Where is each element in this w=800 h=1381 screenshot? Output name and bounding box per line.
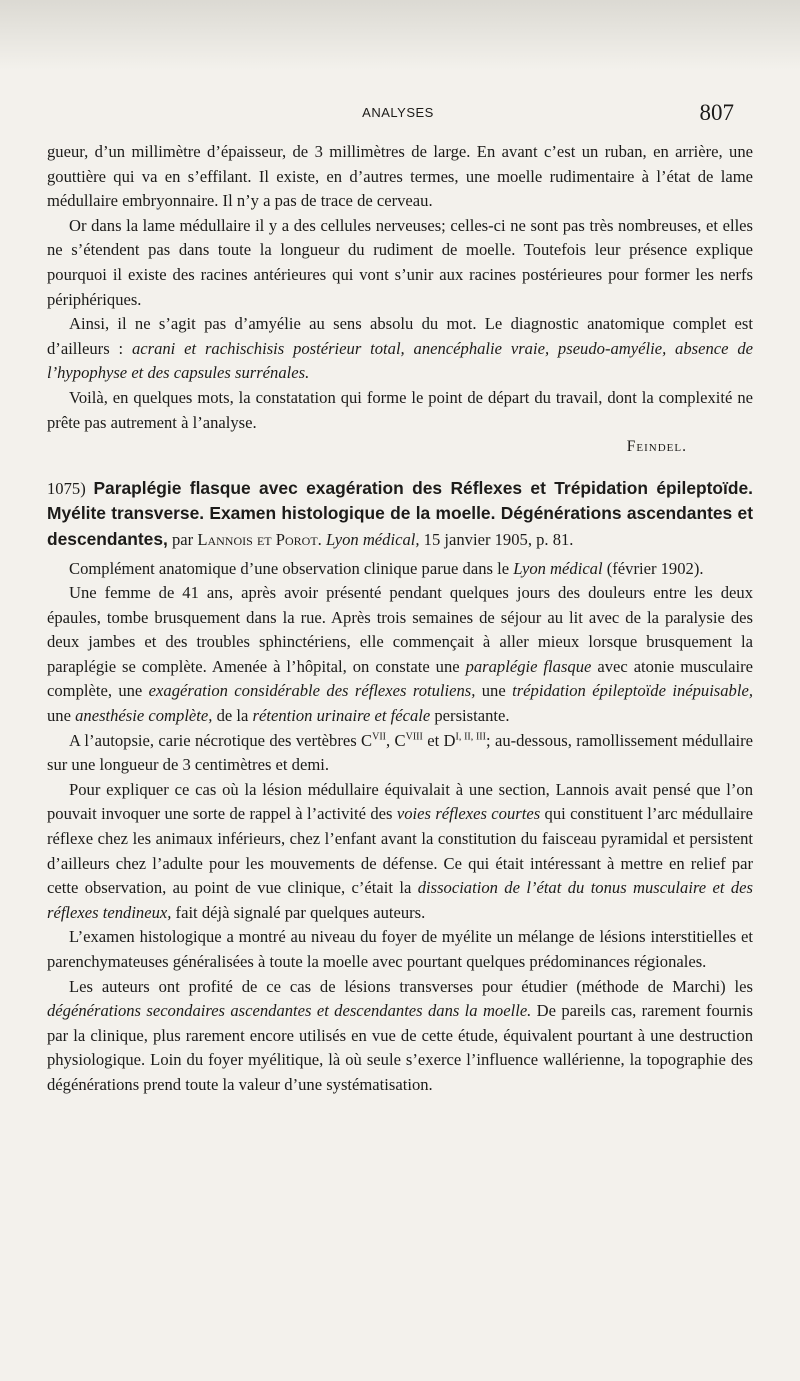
superscript: I, II, III <box>455 731 486 743</box>
paragraph-histology: L’examen histologique a montré au niveau du foyer de myélite un mélange de lésions interstitielles et parenchymateuses généralisées à toute la moelle avec pourtant quelques prédominances régionales. <box>47 927 753 971</box>
text-run: de la <box>212 706 253 726</box>
italic-run: anesthésie complète, <box>75 706 213 726</box>
text-run: , C <box>386 730 406 750</box>
continued-paragraph: gueur, d’un millimètre d’épaisseur, de 3 millimètres de large. En avant c’est un ruban, en arrière, une gouttière qui va en s’effilant. Il existe, en d’autres termes, une moelle rudimentaire à l’état de lame médullaire embryonnaire. Il n’y a pas de trace de cerveau. <box>47 142 753 211</box>
text-run: et D <box>422 730 456 750</box>
text-run: qui constituent l’arc médullaire réflexe chez les animaux inférieurs, chez l’enfant avant la constitution du faisceau pyramidal et persistent d’ailleurs chez l’adulte pour les mouvements de défense. Ce qui était intéressant à mettre en relief par cette observation, au point de vue clinique, c’était la <box>47 804 753 898</box>
text-run: Une femme de 41 ans, après avoir présenté pendant quelques jours des douleurs entre les deux épaules, tombe brusquement dans la rue. Après trois semaines de séjour au lit avec de la paralysie des deux jambes et des troubles sphinctériens, elle commençait à aller mieux lorsque brusquement la paraplégie se complète. Amenée à l’hôpital, on constate une <box>47 583 753 676</box>
entry-by: par <box>171 529 194 549</box>
paragraph-diagnosis <box>47 312 753 386</box>
italic-run: voies réflexes courtes <box>396 804 541 824</box>
text-run: ; au-dessous, ramollissement médullaire sur une longueur de 3 centimètres et demi. <box>47 730 753 775</box>
paragraph-cells: Or dans la lame médullaire il y a des cellules nerveuses; celles-ci ne sont pas très nombreuses, et elles ne s’étendent pas dans toute la longueur du rudiment de moelle. Toutefois leur présence explique pourquoi il existe des racines antérieures qui vont s’unir aux racines postérieures pour former les nerfs périphériques. <box>47 215 753 309</box>
entry-date-page: 15 janvier 1905, p. 81. <box>423 529 574 549</box>
abstract-entry-1075 <box>47 476 753 1098</box>
diagnosis-text: Ainsi, il ne s’agit pas d’amyélie au sens absolu du mot. Le diagnostic anatomique complet est d’ailleurs : <box>47 314 753 358</box>
entry-authors: Lannois et Porot. <box>197 529 322 549</box>
running-head <box>48 100 748 130</box>
paragraph-conclusion: Voilà, en quelques mots, la constatation qui forme le point de départ du travail, dont la complexité ne prête pas autrement à l’analyse. <box>47 387 753 432</box>
text-run: Les auteurs ont profité de ce cas de lésions transverses pour étudier (méthode de Marchi) les <box>69 976 753 996</box>
paragraph-explanation <box>47 778 753 926</box>
text-run: (février 1902). <box>602 558 704 578</box>
italic-run: rétention urinaire et fécale <box>252 706 431 726</box>
text-run: De pareils cas, rarement fournis par la clinique, plus rarement encore utilisés en vue de cette étude, équivalent pourtant à une destruction physiologique. Loin du foyer myélitique, là où seule s’exerce l’influence wallérienne, la topographie des dégénérations prend toute la valeur d’une systématisation. <box>47 1001 753 1094</box>
running-title: ANALYSES <box>362 105 434 120</box>
paragraph-complement <box>47 557 753 582</box>
entry-number: 1075) <box>47 478 86 498</box>
page-number: 807 <box>699 100 734 125</box>
text-run: une <box>475 681 513 701</box>
text-run: Pour expliquer ce cas où la lésion médullaire équivalait à une section, Lannois avait pensé que l’on pouvait invoquer une sorte de rappel à l’activité des <box>47 779 753 824</box>
entry-title: Paraplégie flasque avec exagération des Réflexes et Trépidation épileptoïde. Myélite transverse. Examen histologique de la moelle. Dégénérations ascendantes et descendantes, <box>47 477 754 549</box>
superscript: VII <box>372 731 387 743</box>
italic-run: dégénérations secondaires ascendantes et descendantes dans la moelle. <box>47 1001 532 1021</box>
superscript: VIII <box>405 731 423 743</box>
text-run: A l’autopsie, carie nécrotique des vertèbres C <box>69 730 373 750</box>
paragraph-degenerations <box>47 975 753 1098</box>
entry-heading <box>47 476 753 553</box>
reviewer-signature: Feindel. <box>626 438 687 456</box>
entry-journal: Lyon médical, <box>325 529 420 549</box>
italic-run: Lyon médical <box>513 558 603 578</box>
italic-run: dissociation de l’état du tonus musculaire et des réflexes tendineux, <box>47 878 753 922</box>
text-run: avec atonie musculaire complète, une <box>47 656 753 701</box>
italic-run: trépidation épileptoïde inépuisable, <box>512 681 753 701</box>
text-run: fait déjà signalé par quelques auteurs. <box>171 902 426 922</box>
text-run: Complément anatomique d’une observation clinique parue dans le <box>69 558 514 578</box>
text-column <box>47 140 753 1098</box>
paragraph-case <box>47 581 753 729</box>
diagnosis-italic: acrani et rachischisis postérieur total, anencéphalie vraie, pseudo-amyélie, absence de l’hypophyse et des capsules surrénales. <box>47 338 754 383</box>
text-run: une <box>47 706 76 726</box>
text-run: persistante. <box>430 706 510 726</box>
paragraph-autopsy <box>47 729 753 778</box>
italic-run: exagération considérable des réflexes rotuliens, <box>148 681 476 701</box>
italic-run: paraplégie flasque <box>465 656 592 676</box>
